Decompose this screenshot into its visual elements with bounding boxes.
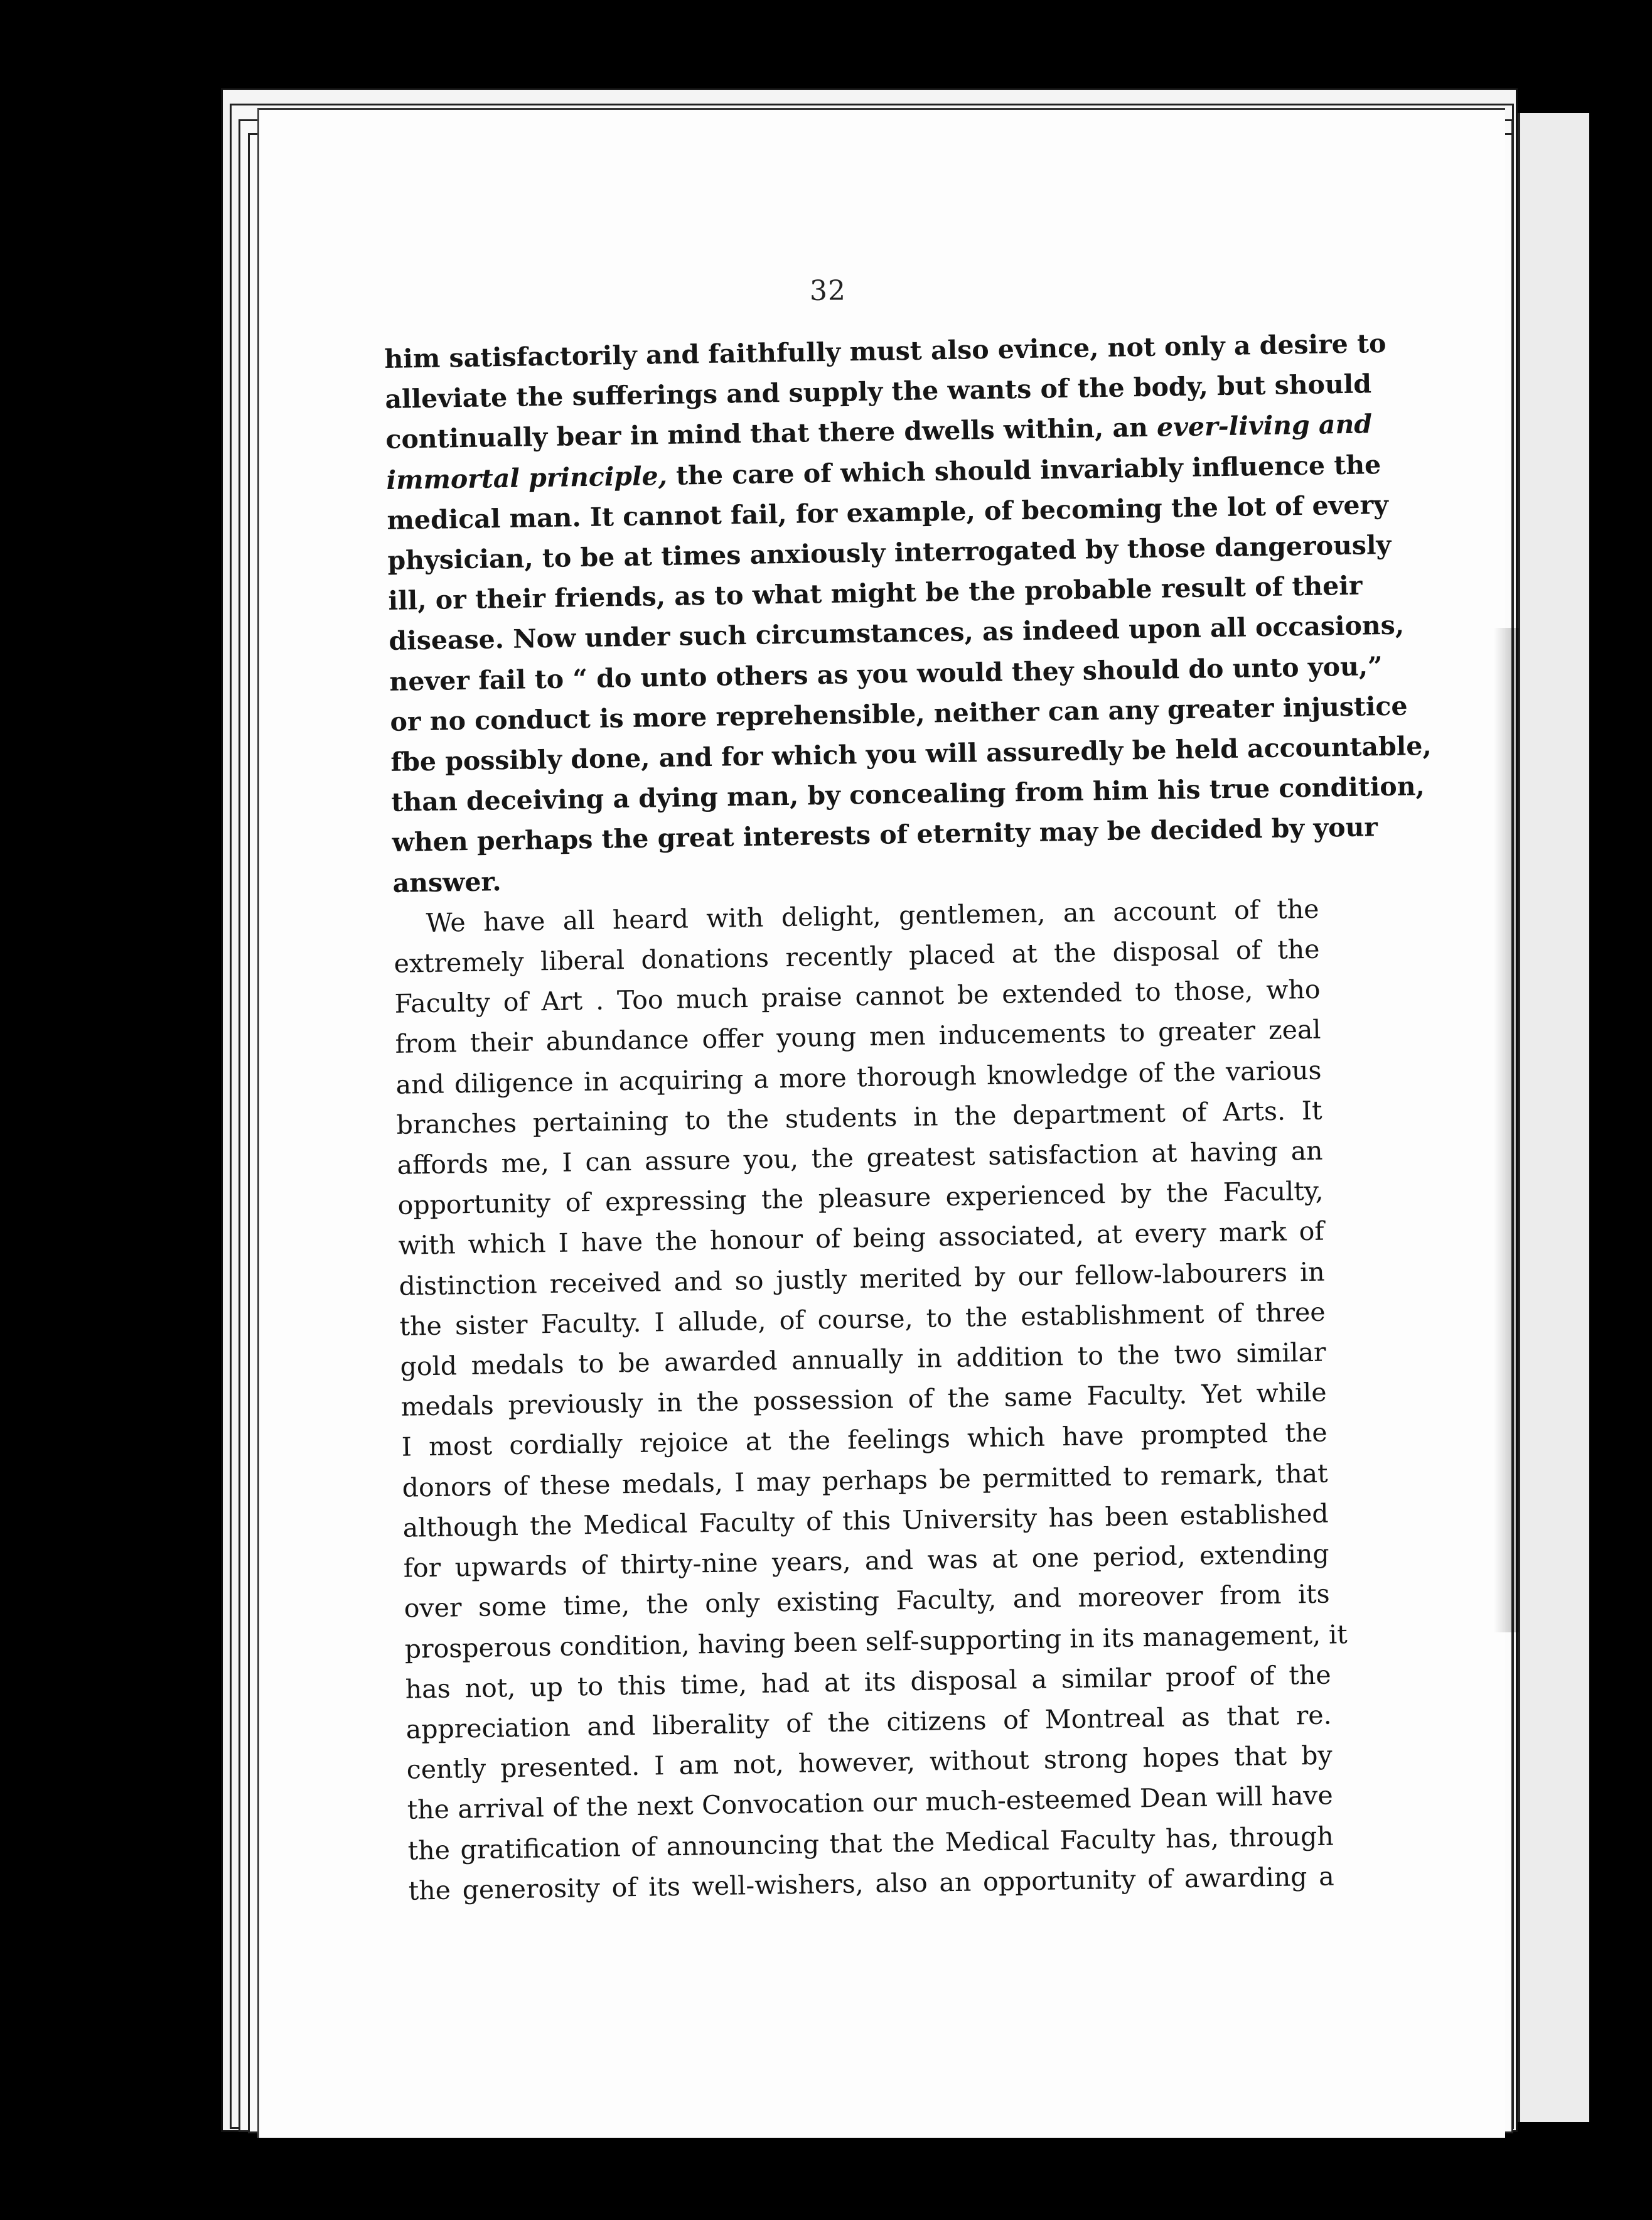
text-line: Faculty of Art . Too much praise cannot be extended to those, who [394,974,1321,1020]
text-line-part: the care of which should invariably influence the [667,449,1381,491]
text-line: answer. [392,866,501,898]
text-line: him satisfactorily and faithfully must also evince, not only a desire to [384,328,1386,374]
text-line: from their abundance offer young men inducements to greater zeal [395,1015,1321,1060]
text-line: We have all heard with delight, gentlemen, an account of the [426,893,1319,938]
text-line: distinction received and so justly merited by our fellow-labourers in [399,1256,1325,1301]
text-line-part: continually bear in mind that there dwells within, an [385,412,1157,455]
text-line: never fail to “ do unto others as you would they should do unto you,” [389,650,1383,697]
text-line: has not, up to this time, had at its disposal a similar proof of the [405,1659,1331,1705]
page-number: 32 [810,275,846,307]
text-line: affords me, I can assure you, the greatest satisfaction at having an [397,1135,1323,1180]
text-line: over some time, the only existing Faculty, and moreover from its [404,1578,1330,1624]
paragraph-2 [393,889,1348,1911]
gutter-shadow [1494,628,1519,1632]
text-line: than deceiving a dying man, by concealing from him his true condition, [391,771,1425,818]
text-line: the gratification of announcing that the Medical Faculty has, through [407,1821,1334,1866]
text-line: ill, or their friends, as to what might be the probable result of their [388,570,1363,617]
facing-page-edge [1518,113,1589,2122]
text-line: appreciation and liberality of the citizens of Montreal as that re. [405,1700,1332,1745]
text-line: when perhaps the great interests of eternity may be decided by your [392,812,1378,858]
italic-phrase: ever-living and [1156,409,1373,443]
text-line: prosperous condition, having been self-supporting in its management, it [404,1619,1348,1664]
text-line: or no conduct is more reprehensible, neither can any greater injustice [390,691,1408,737]
text-line: physician, to be at times anxiously interrogated by those dangerously [387,529,1392,576]
text-line: medical man. It cannot fail, for example, of becoming the lot of every [387,489,1389,536]
text-line: I most cordially rejoice at the feelings which have prompted the [401,1418,1328,1463]
text-line: gold medals to be awarded annually in addition to the two similar [400,1337,1326,1382]
text-line: although the Medical Faculty of this University has been established [402,1498,1329,1543]
text-line: with which I have the honour of being associated, at every mark of [398,1216,1324,1261]
text-line: medals previously in the possession of the same Faculty. Yet while [400,1377,1327,1423]
paragraph-1 [384,325,1432,903]
page-body-text [384,325,1432,1911]
text-line: cently presented. I am not, however, without strong hopes that by [406,1740,1333,1785]
text-line: the arrival of the next Convocation our much-esteemed Dean will have [407,1780,1334,1826]
text-line: for upwards of thirty-nine years, and was at one period, extending [403,1538,1329,1583]
text-line: the sister Faculty. I allude, of course, to the establishment of three [399,1296,1326,1342]
text-line: fbe possibly done, and for which you will assuredly be held accountable, [390,730,1432,777]
text-line: donors of these medals, I may perhaps be permitted to remark, that [402,1458,1328,1503]
italic-phrase: immortal principle, [386,460,668,495]
text-line: and diligence in acquiring a more thorough knowledge of the various [395,1055,1322,1100]
text-line: disease. Now under such circumstances, as indeed upon all occasions, [389,610,1405,657]
text-line: extremely liberal donations recently placed at the disposal of the [394,934,1320,979]
text-line: opportunity of expressing the pleasure experienced by the Faculty, [397,1175,1324,1221]
text-line: branches pertaining to the students in the department of Arts. It [396,1095,1322,1140]
text-line: alleviate the sufferings and supply the wants of the body, but should [385,369,1372,415]
text-line: the generosity of its well-wishers, also an opportunity of awarding a [408,1861,1335,1906]
